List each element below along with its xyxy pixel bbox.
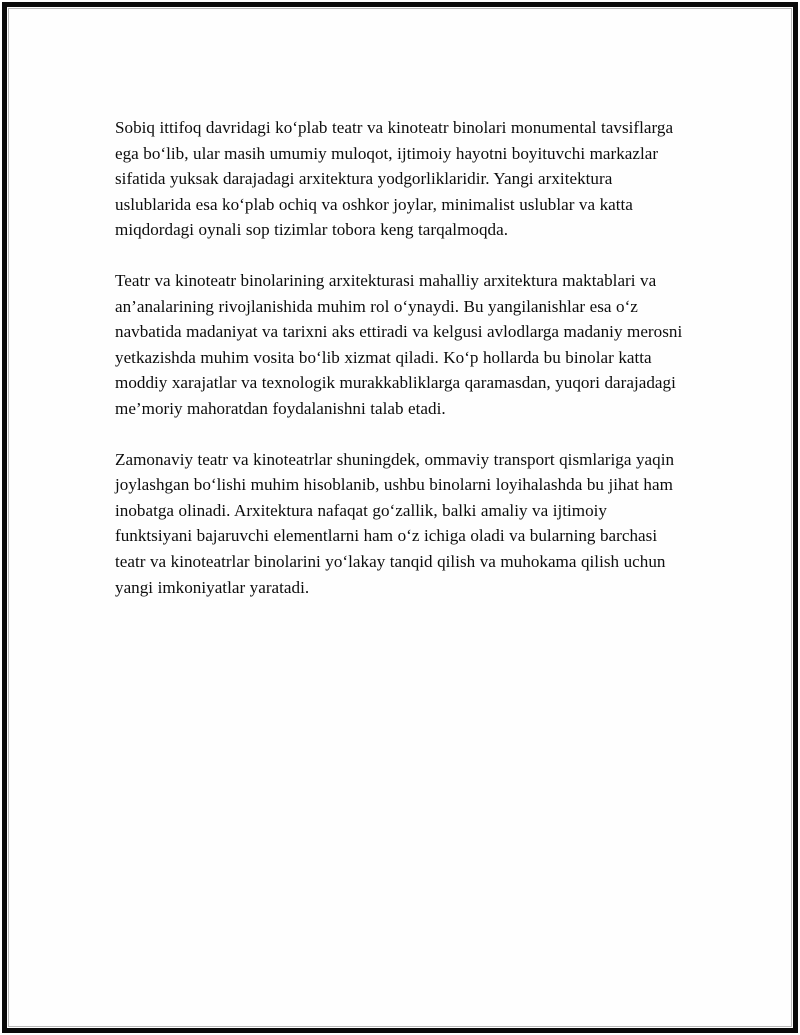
- document-text-body: [115, 115, 688, 600]
- document-paragraph-1: Sobiq ittifoq davridagi ko‘plab teatr va kinoteatr binolari monumental tavsiflarga ega bo‘lib, ular masih umumiy muloqot, ijtimoiy hayotni boyituvchi markazlar sifatida yuksak darajadagi arxitektura yodgorliklaridir. Yangi arxitektura uslublarida esa ko‘plab ochiq va oshkor joylar, minimalist uslublar va katta miqdordagi oynali sop tizimlar tobora keng tarqalmoqda.: [115, 118, 674, 240]
- document-paragraph-2: Teatr va kinoteatr binolarining arxitekturasi mahalliy arxitektura maktablari va an’analarining rivojlanishida muhim rol o‘ynaydi. Bu yangilanishlar esa o‘z navbatida madaniyat va tarixni aks ettiradi va kelgusi avlodlarga madaniy merosni yetkazishda muhim vosita bo‘lib xizmat qiladi. Ko‘p hollarda bu binolar katta moddiy xarajatlar va texnologik murakkabliklarga qaramasdan, yuqori darajadagi me’moriy mahoratdan foydalanishni talab etadi.: [115, 270, 683, 418]
- document-paragraph-3: Zamonaviy teatr va kinoteatrlar shuningdek, ommaviy transport qismlariga yaqin joylashgan bo‘lishi muhim hisoblanib, ushbu binolarni loyihalashda bu jihat ham inobatga olinadi. Arxitektura nafaqat go‘zallik, balki amaliy va ijtimoiy funktsiyani bajaruvchi elementlarni ham o‘z ichiga oladi va bularning barchasi teatr va kinoteatrlar binolarini yo‘lakay tanqid qilish va muhokama qilish uchun yangi imkoniyatlar yaratadi.: [115, 449, 675, 597]
- page-border-frame: [2, 2, 798, 1033]
- page-sheet: [7, 7, 793, 1028]
